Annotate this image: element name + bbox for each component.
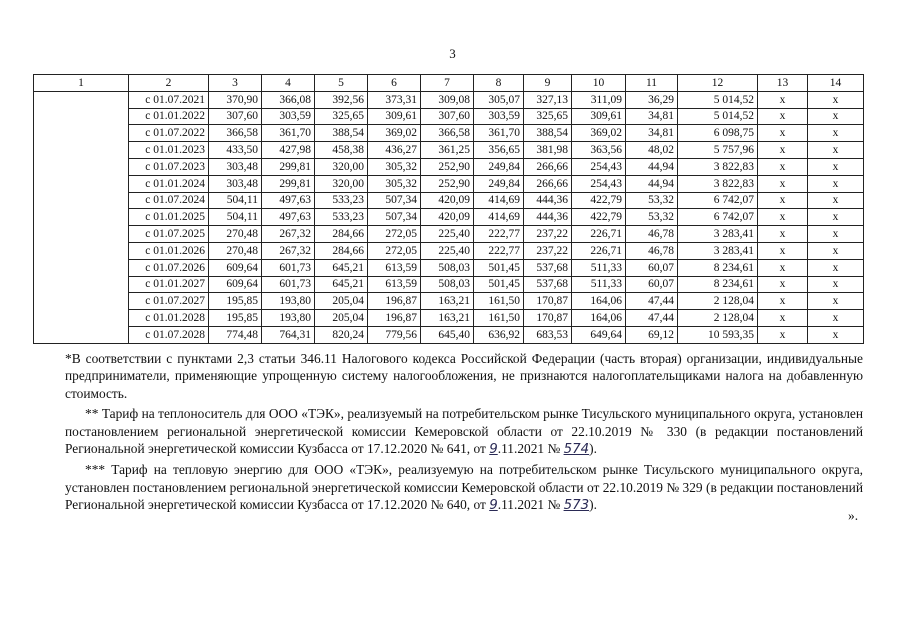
table-cell: 195,85: [209, 293, 262, 310]
table-cell: 254,43: [572, 175, 626, 192]
table-cell: с 01.01.2023: [129, 142, 209, 159]
table-cell: 60,07: [626, 276, 678, 293]
table-cell: 420,09: [421, 192, 474, 209]
column-header: 3: [209, 75, 262, 92]
table-cell: 163,21: [421, 310, 474, 327]
table-cell: 444,36: [524, 192, 572, 209]
table-cell: 195,85: [209, 310, 262, 327]
table-cell: 601,73: [262, 276, 315, 293]
table-cell: 533,23: [315, 209, 368, 226]
footnote-coolant-date: .11.2021 №: [497, 441, 564, 457]
table-cell: 511,33: [572, 276, 626, 293]
column-header: 7: [421, 75, 474, 92]
table-cell: 436,27: [368, 142, 421, 159]
table-cell: 508,03: [421, 276, 474, 293]
table-cell: с 01.01.2026: [129, 242, 209, 259]
table-cell: 249,84: [474, 175, 524, 192]
table-cell: 47,44: [626, 293, 678, 310]
table-cell: с 01.01.2022: [129, 108, 209, 125]
table-cell: 645,21: [315, 276, 368, 293]
table-cell: 504,11: [209, 192, 262, 209]
table-cell: х: [758, 158, 808, 175]
table-cell: 363,56: [572, 142, 626, 159]
table-cell: х: [758, 293, 808, 310]
table-cell: с 01.01.2027: [129, 276, 209, 293]
table-cell: 299,81: [262, 175, 315, 192]
table-cell: 34,81: [626, 108, 678, 125]
column-header: 14: [808, 75, 864, 92]
table-cell: с 01.01.2024: [129, 175, 209, 192]
table-cell: 10 593,35: [678, 326, 758, 343]
table-cell: х: [758, 91, 808, 108]
table-cell: 366,58: [421, 125, 474, 142]
table-row: [34, 175, 864, 192]
table-cell: 533,23: [315, 192, 368, 209]
table-cell: 388,54: [524, 125, 572, 142]
footnote-heat-text: *** Тариф на тепловую энергию для ООО «ТЭК», реализуемую на потребительском рынке Тисульского муниципального округа, установлен постановлением региональной энергетической комиссии Кемеровской области от 22.10.2019 № 329 (в редакции постановлений Региональной энергетической комиссии Кузбасса от 17.12.2020 № 640, от: [65, 462, 863, 513]
table-cell: 252,90: [421, 175, 474, 192]
table-body: [34, 91, 864, 343]
table-cell: 44,94: [626, 175, 678, 192]
table-cell: 388,54: [315, 125, 368, 142]
footnote-coolant-end: ).: [589, 441, 597, 457]
table-cell: 601,73: [262, 259, 315, 276]
table-cell: х: [758, 125, 808, 142]
column-header: 11: [626, 75, 678, 92]
table-cell: х: [808, 142, 864, 159]
table-cell: 53,32: [626, 209, 678, 226]
table-cell: х: [808, 192, 864, 209]
table-cell: 609,64: [209, 276, 262, 293]
table-cell: 356,65: [474, 142, 524, 159]
table-cell: 3 822,83: [678, 158, 758, 175]
table-cell: с 01.07.2024: [129, 192, 209, 209]
table-cell: 193,80: [262, 310, 315, 327]
table-cell: х: [758, 326, 808, 343]
table-cell: 205,04: [315, 310, 368, 327]
footnote-heat-end: ).: [589, 497, 597, 513]
table-cell: 60,07: [626, 259, 678, 276]
table-cell: 237,22: [524, 226, 572, 243]
table-cell: 508,03: [421, 259, 474, 276]
table-row: [34, 158, 864, 175]
table-cell: 458,38: [315, 142, 368, 159]
table-cell: 325,65: [315, 108, 368, 125]
table-cell: 444,36: [524, 209, 572, 226]
table-cell: 414,69: [474, 192, 524, 209]
table-cell: х: [758, 226, 808, 243]
footnote-coolant-text: ** Тариф на теплоноситель для ООО «ТЭК», реализуемый на потребительском рынке Тисульского муниципального округа, установлен постановлением региональной энергетической комиссии Кемеровской области от 22.10.2019 № 330 (в редакции постановлений Региональной энергетической комиссии Кузбасса от 17.12.2020 № 641, от: [65, 406, 863, 457]
table-cell: 47,44: [626, 310, 678, 327]
table-row: [34, 276, 864, 293]
table-cell: 164,06: [572, 293, 626, 310]
table-cell: х: [758, 259, 808, 276]
table-cell: 284,66: [315, 226, 368, 243]
table-cell: х: [758, 310, 808, 327]
table-cell: х: [758, 276, 808, 293]
table-cell: с 01.07.2027: [129, 293, 209, 310]
table-cell: 267,32: [262, 242, 315, 259]
table-cell: 361,70: [474, 125, 524, 142]
column-header: 8: [474, 75, 524, 92]
table-cell: 270,48: [209, 226, 262, 243]
table-cell: х: [808, 276, 864, 293]
table-cell: с 01.01.2025: [129, 209, 209, 226]
table-cell: 645,40: [421, 326, 474, 343]
table-cell: 303,59: [474, 108, 524, 125]
column-header: 9: [524, 75, 572, 92]
table-cell: х: [808, 108, 864, 125]
table-cell: 299,81: [262, 158, 315, 175]
table-cell: 392,56: [315, 91, 368, 108]
table-cell: х: [808, 209, 864, 226]
table-cell: 537,68: [524, 276, 572, 293]
table-cell: 764,31: [262, 326, 315, 343]
table-cell: с 01.01.2028: [129, 310, 209, 327]
table-row: [34, 142, 864, 159]
table-row: [34, 326, 864, 343]
table-cell: 537,68: [524, 259, 572, 276]
table-cell: 309,61: [572, 108, 626, 125]
table-cell: 613,59: [368, 259, 421, 276]
column-header: 5: [315, 75, 368, 92]
table-row: [34, 226, 864, 243]
table-cell: х: [808, 326, 864, 343]
table-cell: 3 283,41: [678, 242, 758, 259]
column-header: 12: [678, 75, 758, 92]
table-cell: 196,87: [368, 293, 421, 310]
table-cell: х: [808, 91, 864, 108]
table-cell: 5 014,52: [678, 91, 758, 108]
table-cell: 2 128,04: [678, 310, 758, 327]
table-cell: х: [808, 226, 864, 243]
footnote-heat-date: .11.2021 №: [497, 497, 564, 513]
table-cell: 272,05: [368, 226, 421, 243]
table-row: [34, 209, 864, 226]
table-cell: 497,63: [262, 209, 315, 226]
table-cell: [34, 91, 129, 343]
table-row: [34, 125, 864, 142]
table-cell: х: [808, 293, 864, 310]
table-cell: 266,66: [524, 158, 572, 175]
table-cell: с 01.07.2023: [129, 158, 209, 175]
table-cell: 366,08: [262, 91, 315, 108]
table-cell: 305,32: [368, 175, 421, 192]
table-cell: 370,90: [209, 91, 262, 108]
table-cell: х: [758, 209, 808, 226]
table-cell: 254,43: [572, 158, 626, 175]
table-cell: х: [808, 242, 864, 259]
table-cell: 3 822,83: [678, 175, 758, 192]
table-cell: 649,64: [572, 326, 626, 343]
footnote-heat-tariff: [65, 461, 863, 514]
column-header: 1: [34, 75, 129, 92]
table-cell: 774,48: [209, 326, 262, 343]
table-cell: 501,45: [474, 276, 524, 293]
table-cell: 311,09: [572, 91, 626, 108]
table-cell: 237,22: [524, 242, 572, 259]
table-cell: 305,07: [474, 91, 524, 108]
table-cell: 8 234,61: [678, 276, 758, 293]
table-cell: 6 742,07: [678, 209, 758, 226]
table-cell: 8 234,61: [678, 259, 758, 276]
table-cell: 267,32: [262, 226, 315, 243]
table-cell: 6 742,07: [678, 192, 758, 209]
table-cell: х: [758, 192, 808, 209]
table-cell: х: [758, 242, 808, 259]
table-cell: 511,33: [572, 259, 626, 276]
table-row: [34, 259, 864, 276]
table-cell: 420,09: [421, 209, 474, 226]
footnote-coolant-tariff: [65, 405, 863, 458]
table-cell: 44,94: [626, 158, 678, 175]
table-cell: 249,84: [474, 158, 524, 175]
table-cell: 309,08: [421, 91, 474, 108]
table-cell: х: [808, 175, 864, 192]
table-cell: 270,48: [209, 242, 262, 259]
table-cell: с 01.07.2028: [129, 326, 209, 343]
table-cell: 226,71: [572, 226, 626, 243]
table-cell: 163,21: [421, 293, 474, 310]
column-header: 13: [758, 75, 808, 92]
table-cell: 164,06: [572, 310, 626, 327]
table-cell: 369,02: [572, 125, 626, 142]
handwritten-number: 573: [563, 498, 590, 514]
table-cell: 381,98: [524, 142, 572, 159]
table-cell: х: [808, 310, 864, 327]
table-row: [34, 108, 864, 125]
table-cell: х: [758, 108, 808, 125]
table-cell: 266,66: [524, 175, 572, 192]
table-cell: 422,79: [572, 209, 626, 226]
table-cell: 193,80: [262, 293, 315, 310]
table-cell: 196,87: [368, 310, 421, 327]
table-cell: 307,60: [209, 108, 262, 125]
table-header-row: [34, 75, 864, 92]
table-cell: 303,59: [262, 108, 315, 125]
table-cell: 34,81: [626, 125, 678, 142]
table-cell: 170,87: [524, 293, 572, 310]
footnotes: [65, 350, 863, 518]
table-cell: 361,70: [262, 125, 315, 142]
table-cell: 361,25: [421, 142, 474, 159]
table-cell: 46,78: [626, 226, 678, 243]
table-cell: 36,29: [626, 91, 678, 108]
table-cell: 205,04: [315, 293, 368, 310]
table-cell: 284,66: [315, 242, 368, 259]
footnote-vat: *В соответствии с пунктами 2,3 статьи 346.11 Налогового кодекса Российской Федерации (часть вторая) организации, индивидуальные предприниматели, применяющие упрощенную систему налогообложения, не признаются налогоплательщиками налога на добавленную стоимость.: [65, 351, 863, 401]
table-cell: с 01.07.2022: [129, 125, 209, 142]
table-cell: х: [808, 125, 864, 142]
table-cell: 497,63: [262, 192, 315, 209]
column-header: 6: [368, 75, 421, 92]
table-cell: 48,02: [626, 142, 678, 159]
table-cell: 225,40: [421, 226, 474, 243]
table-cell: 307,60: [421, 108, 474, 125]
table-cell: х: [808, 259, 864, 276]
table-cell: с 01.07.2025: [129, 226, 209, 243]
table-cell: 504,11: [209, 209, 262, 226]
table-cell: 170,87: [524, 310, 572, 327]
closing-quote: ».: [848, 508, 859, 523]
table-cell: 272,05: [368, 242, 421, 259]
table-cell: 309,61: [368, 108, 421, 125]
table-cell: 69,12: [626, 326, 678, 343]
table-row: [34, 242, 864, 259]
table-cell: 366,58: [209, 125, 262, 142]
table-cell: 2 128,04: [678, 293, 758, 310]
table-cell: х: [808, 158, 864, 175]
table-cell: 373,31: [368, 91, 421, 108]
table-cell: 327,13: [524, 91, 572, 108]
table-row: [34, 293, 864, 310]
table-cell: 320,00: [315, 158, 368, 175]
table-cell: 369,02: [368, 125, 421, 142]
column-header: 2: [129, 75, 209, 92]
table-cell: с 01.07.2026: [129, 259, 209, 276]
table-cell: 507,34: [368, 209, 421, 226]
table-cell: х: [758, 175, 808, 192]
table-cell: 613,59: [368, 276, 421, 293]
column-header: 10: [572, 75, 626, 92]
page-number: 3: [449, 46, 456, 61]
table-cell: 225,40: [421, 242, 474, 259]
table-cell: 636,92: [474, 326, 524, 343]
table-cell: 161,50: [474, 310, 524, 327]
handwritten-number: 574: [563, 442, 590, 458]
table-cell: 222,77: [474, 226, 524, 243]
table-cell: 303,48: [209, 158, 262, 175]
table-cell: 5 757,96: [678, 142, 758, 159]
table-cell: 252,90: [421, 158, 474, 175]
table-cell: 820,24: [315, 326, 368, 343]
table-cell: х: [758, 142, 808, 159]
table-cell: 779,56: [368, 326, 421, 343]
table-cell: 683,53: [524, 326, 572, 343]
handwritten-day: 9: [489, 442, 498, 458]
table-cell: 305,32: [368, 158, 421, 175]
column-header: 4: [262, 75, 315, 92]
table-cell: 5 014,52: [678, 108, 758, 125]
table-cell: 422,79: [572, 192, 626, 209]
table-cell: 427,98: [262, 142, 315, 159]
table-row: [34, 91, 864, 108]
table-cell: с 01.07.2021: [129, 91, 209, 108]
table-cell: 325,65: [524, 108, 572, 125]
table-cell: 433,50: [209, 142, 262, 159]
table-row: [34, 310, 864, 327]
table-cell: 507,34: [368, 192, 421, 209]
table-cell: 6 098,75: [678, 125, 758, 142]
table-cell: 320,00: [315, 175, 368, 192]
table-cell: 53,32: [626, 192, 678, 209]
table-row: [34, 192, 864, 209]
table-cell: 501,45: [474, 259, 524, 276]
table-cell: 3 283,41: [678, 226, 758, 243]
table-cell: 161,50: [474, 293, 524, 310]
table-cell: 303,48: [209, 175, 262, 192]
table-cell: 609,64: [209, 259, 262, 276]
table-cell: 46,78: [626, 242, 678, 259]
table-cell: 222,77: [474, 242, 524, 259]
table-cell: 645,21: [315, 259, 368, 276]
handwritten-day: 9: [489, 498, 498, 514]
table-cell: 226,71: [572, 242, 626, 259]
tariff-table: [33, 74, 864, 344]
table-cell: 414,69: [474, 209, 524, 226]
